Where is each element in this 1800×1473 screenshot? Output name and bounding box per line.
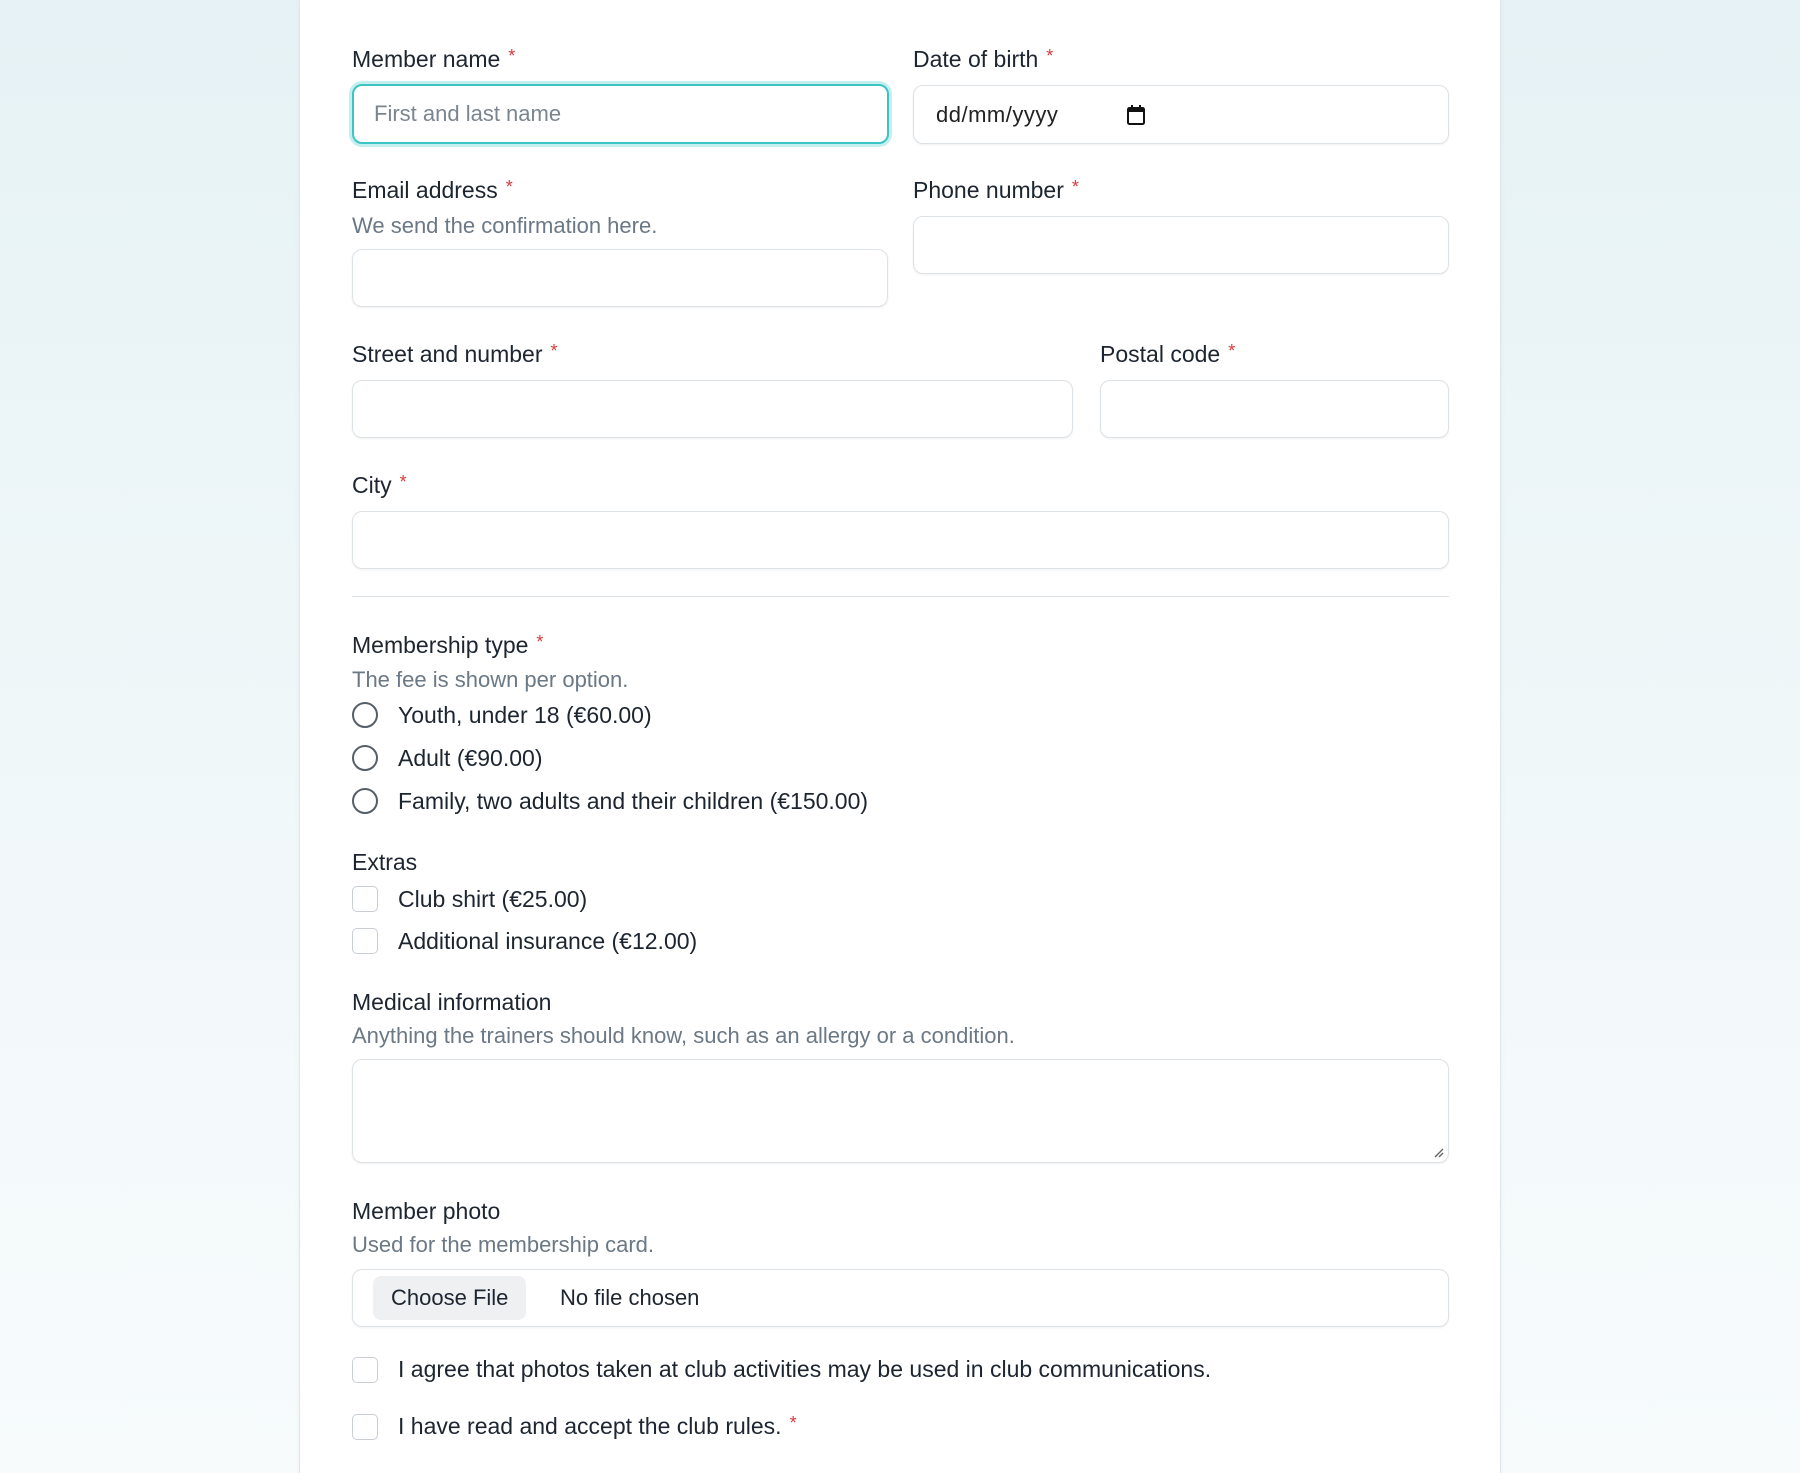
member-photo-file-input[interactable] [352, 1269, 1449, 1327]
required-mark: * [1071, 177, 1079, 197]
email-label [352, 177, 513, 204]
date-of-birth-label-text: Date of birth [913, 46, 1039, 72]
phone-label [913, 177, 1079, 204]
email-label-text: Email address [352, 177, 498, 203]
membership-type-label-text: Membership type [352, 632, 529, 658]
required-mark: * [550, 341, 558, 361]
street-input[interactable] [352, 380, 1073, 438]
radio-family-label[interactable]: Family, two adults and their children (€150.00) [398, 788, 869, 814]
checkbox-club-rules[interactable] [352, 1414, 378, 1440]
club-rules-text: I have read and accept the club rules. [398, 1413, 782, 1439]
member-name-label-text: Member name [352, 46, 501, 72]
member-photo-label: Member photo [352, 1198, 501, 1224]
phone-input[interactable] [913, 216, 1449, 274]
required-mark: * [1228, 341, 1236, 361]
required-mark: * [505, 177, 513, 197]
member-name-label [352, 46, 515, 73]
membership-type-hint: The fee is shown per option. [352, 667, 629, 692]
postal-code-input[interactable] [1100, 380, 1449, 438]
required-mark: * [1046, 46, 1054, 66]
street-label-text: Street and number [352, 341, 543, 367]
form-card [299, 0, 1501, 1473]
member-name-input[interactable] [352, 84, 889, 144]
city-label [352, 472, 407, 499]
required-mark: * [508, 46, 516, 66]
postal-code-label-text: Postal code [1100, 341, 1221, 367]
medical-info-textarea[interactable] [352, 1059, 1449, 1163]
email-hint: We send the confirmation here. [352, 213, 658, 238]
required-mark: * [399, 472, 407, 492]
street-label [352, 341, 558, 368]
choose-file-button[interactable]: Choose File [373, 1276, 526, 1320]
calendar-icon[interactable] [1127, 105, 1145, 125]
radio-youth-label[interactable]: Youth, under 18 (€60.00) [398, 702, 652, 728]
checkbox-additional-insurance-label[interactable]: Additional insurance (€12.00) [398, 928, 698, 954]
email-input[interactable] [352, 249, 888, 307]
checkbox-photo-consent[interactable] [352, 1357, 378, 1383]
date-of-birth-label [913, 46, 1053, 73]
city-label-text: City [352, 472, 392, 498]
phone-label-text: Phone number [913, 177, 1064, 203]
date-of-birth-value: dd/mm/yyyy [936, 101, 1059, 127]
city-input[interactable] [352, 511, 1449, 569]
medical-info-label: Medical information [352, 989, 552, 1015]
checkbox-photo-consent-label[interactable]: I agree that photos taken at club activities may be used in club communications. [398, 1356, 1212, 1382]
resize-handle-icon[interactable] [1432, 1146, 1444, 1158]
extras-label: Extras [352, 849, 418, 875]
radio-youth[interactable] [352, 702, 378, 728]
checkbox-club-shirt[interactable] [352, 886, 378, 912]
radio-adult-label[interactable]: Adult (€90.00) [398, 745, 543, 771]
required-mark: * [536, 632, 544, 652]
required-mark: * [789, 1413, 797, 1433]
postal-code-label [1100, 341, 1235, 368]
section-divider [352, 596, 1449, 597]
checkbox-club-shirt-label[interactable]: Club shirt (€25.00) [398, 886, 588, 912]
checkbox-club-rules-label[interactable] [398, 1413, 797, 1440]
date-of-birth-input[interactable] [913, 85, 1449, 144]
radio-family[interactable] [352, 788, 378, 814]
file-status-text: No file chosen [560, 1285, 700, 1310]
member-photo-hint: Used for the membership card. [352, 1232, 655, 1257]
membership-type-label [352, 632, 543, 659]
radio-adult[interactable] [352, 745, 378, 771]
checkbox-additional-insurance[interactable] [352, 928, 378, 954]
member-name-placeholder: First and last name [374, 101, 562, 126]
medical-info-hint: Anything the trainers should know, such as an allergy or a condition. [352, 1023, 1015, 1048]
